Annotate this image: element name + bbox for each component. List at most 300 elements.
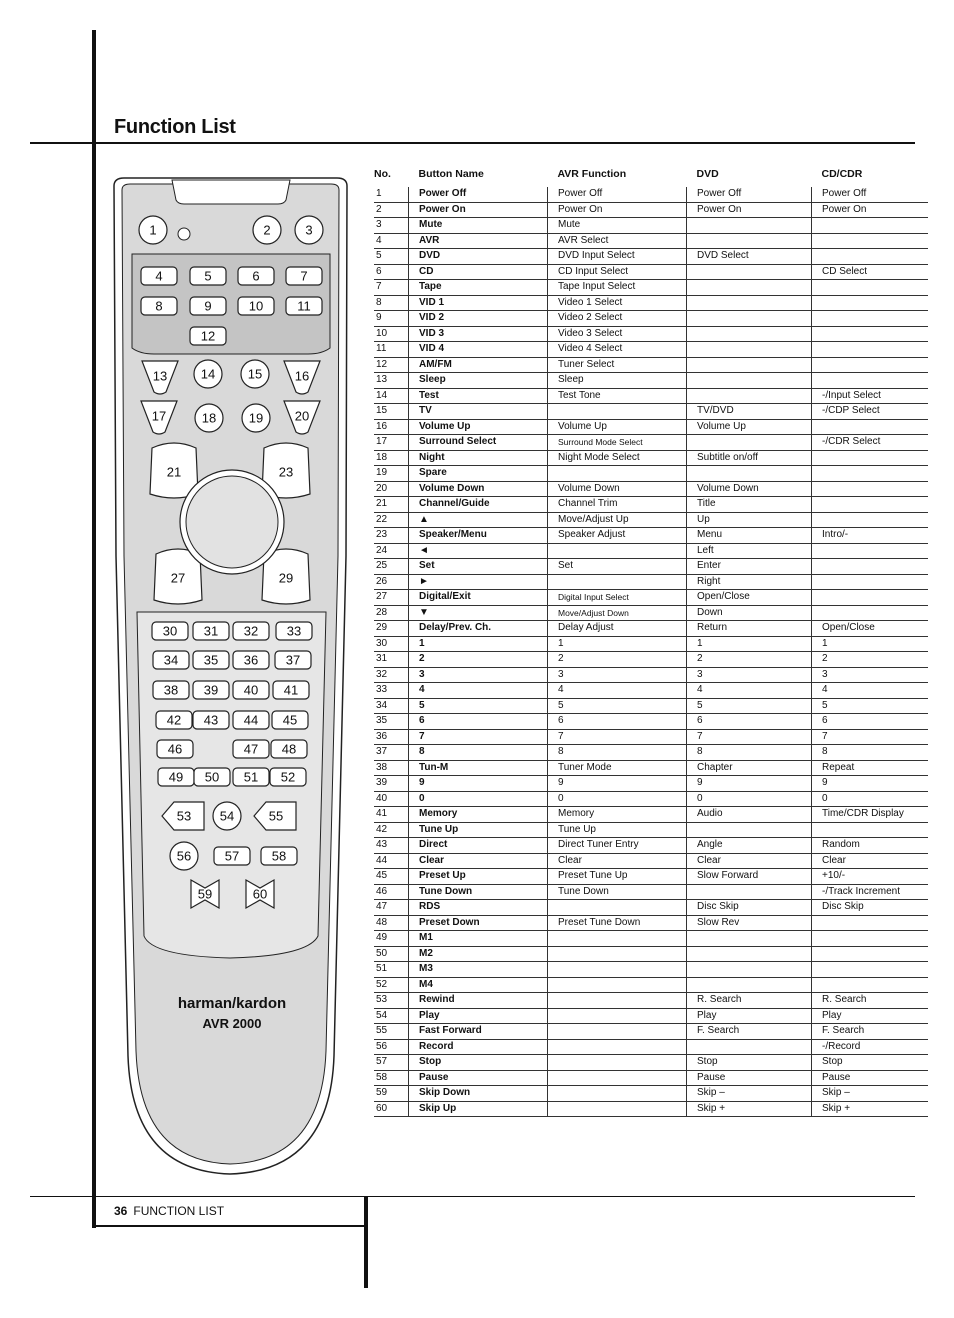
cell-button-name: VID 4	[409, 342, 548, 358]
cell-dvd: Enter	[687, 559, 812, 575]
remote-button-label: 47	[243, 741, 259, 757]
cell-button-name: Preset Down	[409, 915, 548, 931]
cell-cd-cdr: Random	[812, 838, 929, 854]
remote-button-30	[152, 622, 188, 640]
cell-dvd: Play	[687, 1008, 812, 1024]
table-row	[374, 807, 928, 823]
cell-cd-cdr: -/Record	[812, 1039, 929, 1055]
cell-cd-cdr	[812, 342, 929, 358]
cell-button-name: 8	[409, 745, 548, 761]
cell-cd-cdr: Repeat	[812, 760, 929, 776]
remote-button-label: 10	[248, 298, 264, 314]
table-row	[374, 729, 928, 745]
cell-dvd	[687, 435, 812, 451]
cell-no: 40	[374, 791, 409, 807]
cell-cd-cdr	[812, 280, 929, 296]
cell-button-name: Power On	[409, 202, 548, 218]
cell-no: 48	[374, 915, 409, 931]
cell-avr-function: Speaker Adjust	[548, 528, 687, 544]
table-row	[374, 311, 928, 327]
cell-button-name: VID 1	[409, 295, 548, 311]
table-row	[374, 822, 928, 838]
remote-button-7	[286, 267, 322, 285]
cell-no: 9	[374, 311, 409, 327]
cell-no: 56	[374, 1039, 409, 1055]
cell-dvd: Slow Forward	[687, 869, 812, 885]
cell-avr-function: Tuner Select	[548, 357, 687, 373]
remote-button-label: 1	[149, 222, 157, 238]
remote-button-35	[193, 651, 229, 669]
table-row	[374, 698, 928, 714]
remote-button-label: 40	[243, 682, 259, 698]
cell-no: 35	[374, 714, 409, 730]
remote-button-label: 52	[280, 769, 296, 785]
table-row	[374, 1039, 928, 1055]
cell-no: 11	[374, 342, 409, 358]
table-row	[374, 466, 928, 482]
remote-button-12	[190, 327, 226, 345]
cell-avr-function	[548, 574, 687, 590]
cell-button-name: Mute	[409, 218, 548, 234]
remote-button-2	[253, 216, 281, 244]
cell-avr-function: Tune Down	[548, 884, 687, 900]
remote-button-label: 46	[167, 741, 183, 757]
cell-cd-cdr	[812, 357, 929, 373]
table-row	[374, 342, 928, 358]
cell-avr-function: Memory	[548, 807, 687, 823]
model-label: AVR 2000	[202, 1016, 262, 1031]
cell-button-name: Skip Up	[409, 1101, 548, 1117]
cell-avr-function	[548, 466, 687, 482]
table-row	[374, 543, 928, 559]
table-row	[374, 791, 928, 807]
cell-avr-function: Digital Input Select	[548, 590, 687, 606]
table-row	[374, 1055, 928, 1071]
cell-no: 25	[374, 559, 409, 575]
remote-button-label: 11	[297, 298, 311, 314]
cell-dvd: Audio	[687, 807, 812, 823]
title-rule	[30, 142, 915, 144]
cell-no: 54	[374, 1008, 409, 1024]
remote-button-8	[141, 297, 177, 315]
cell-avr-function: Channel Trim	[548, 497, 687, 513]
cell-dvd	[687, 295, 812, 311]
remote-button-label: 19	[248, 410, 264, 426]
remote-button-56	[170, 842, 198, 870]
cell-no: 33	[374, 683, 409, 699]
function-table	[374, 164, 928, 1117]
cell-no: 13	[374, 373, 409, 389]
page-number: 36	[114, 1204, 128, 1218]
remote-button-33	[276, 622, 312, 640]
cell-button-name: Skip Down	[409, 1086, 548, 1102]
cell-cd-cdr	[812, 233, 929, 249]
cell-avr-function	[548, 1101, 687, 1117]
remote-button-41	[273, 681, 309, 699]
remote-button-10	[238, 297, 274, 315]
table-row	[374, 326, 928, 342]
cell-avr-function	[548, 1086, 687, 1102]
cell-no: 27	[374, 590, 409, 606]
cell-cd-cdr: -/Input Select	[812, 388, 929, 404]
cell-button-name: 7	[409, 729, 548, 745]
cell-avr-function	[548, 962, 687, 978]
cell-cd-cdr: Pause	[812, 1070, 929, 1086]
remote-button-label: 4	[155, 268, 163, 284]
cell-dvd: 4	[687, 683, 812, 699]
cell-cd-cdr: 2	[812, 652, 929, 668]
table-row	[374, 962, 928, 978]
cell-button-name: Record	[409, 1039, 548, 1055]
cell-no: 18	[374, 450, 409, 466]
cell-button-name: Spare	[409, 466, 548, 482]
cell-no: 10	[374, 326, 409, 342]
cell-no: 55	[374, 1024, 409, 1040]
cell-avr-function: CD Input Select	[548, 264, 687, 280]
table-row	[374, 683, 928, 699]
remote-control-illustration	[108, 176, 353, 1176]
table-row	[374, 280, 928, 296]
cell-cd-cdr: 9	[812, 776, 929, 792]
remote-button-label: 53	[176, 808, 192, 824]
header-button-name: Button Name	[418, 168, 484, 180]
table-row	[374, 884, 928, 900]
cell-no: 52	[374, 977, 409, 993]
cell-dvd: Left	[687, 543, 812, 559]
cell-no: 15	[374, 404, 409, 420]
cell-avr-function: Direct Tuner Entry	[548, 838, 687, 854]
cell-button-name: RDS	[409, 900, 548, 916]
cell-cd-cdr: Open/Close	[812, 621, 929, 637]
table-row	[374, 1024, 928, 1040]
remote-button-label: 33	[286, 623, 302, 639]
cell-avr-function	[548, 1039, 687, 1055]
cell-dvd	[687, 931, 812, 947]
cell-no: 6	[374, 264, 409, 280]
cell-cd-cdr: Stop	[812, 1055, 929, 1071]
cell-avr-function: 2	[548, 652, 687, 668]
cell-no: 5	[374, 249, 409, 265]
cell-cd-cdr	[812, 590, 929, 606]
cell-no: 31	[374, 652, 409, 668]
cell-button-name: 1	[409, 636, 548, 652]
cell-cd-cdr	[812, 481, 929, 497]
remote-button-31	[193, 622, 229, 640]
cell-cd-cdr: -/CDP Select	[812, 404, 929, 420]
table-row	[374, 652, 928, 668]
cell-dvd	[687, 280, 812, 296]
cell-no: 44	[374, 853, 409, 869]
cell-avr-function: 4	[548, 683, 687, 699]
table-row	[374, 946, 928, 962]
cell-avr-function: Power Off	[548, 187, 687, 202]
cell-dvd	[687, 1039, 812, 1055]
remote-button-label: 31	[203, 623, 219, 639]
remote-button-label: 7	[300, 268, 308, 284]
remote-button-4	[141, 267, 177, 285]
remote-button-label: 42	[166, 712, 182, 728]
remote-button-label: 56	[176, 848, 192, 864]
cell-dvd: 7	[687, 729, 812, 745]
cell-cd-cdr	[812, 962, 929, 978]
page-footer	[114, 1204, 224, 1218]
remote-button-label: 44	[243, 712, 259, 728]
cell-dvd	[687, 466, 812, 482]
cell-dvd: Chapter	[687, 760, 812, 776]
remote-button-label: 20	[294, 408, 310, 424]
cell-avr-function: Tuner Mode	[548, 760, 687, 776]
cell-dvd: Subtitle on/off	[687, 450, 812, 466]
cell-dvd: 3	[687, 667, 812, 683]
cell-cd-cdr	[812, 373, 929, 389]
cell-button-name: Memory	[409, 807, 548, 823]
table-row	[374, 357, 928, 373]
cell-dvd: 9	[687, 776, 812, 792]
table-row	[374, 388, 928, 404]
table-row	[374, 605, 928, 621]
cell-avr-function	[548, 1008, 687, 1024]
cell-dvd	[687, 233, 812, 249]
cell-cd-cdr: F. Search	[812, 1024, 929, 1040]
cell-cd-cdr: 1	[812, 636, 929, 652]
remote-button-34	[153, 651, 189, 669]
cell-no: 45	[374, 869, 409, 885]
table-row	[374, 745, 928, 761]
cell-button-name: Channel/Guide	[409, 497, 548, 513]
cell-button-name: Speaker/Menu	[409, 528, 548, 544]
table-row	[374, 776, 928, 792]
cell-no: 20	[374, 481, 409, 497]
cell-button-name: Preset Up	[409, 869, 548, 885]
cell-dvd: R. Search	[687, 993, 812, 1009]
table-row	[374, 264, 928, 280]
footer-label: FUNCTION LIST	[133, 1204, 225, 1218]
cell-cd-cdr: Skip +	[812, 1101, 929, 1117]
table-row	[374, 1086, 928, 1102]
table-row	[374, 373, 928, 389]
cell-button-name: 2	[409, 652, 548, 668]
cell-dvd: Down	[687, 605, 812, 621]
cell-button-name: 5	[409, 698, 548, 714]
cell-no: 7	[374, 280, 409, 296]
remote-button-54	[213, 802, 241, 830]
table-row	[374, 667, 928, 683]
remote-button-48	[271, 740, 307, 758]
remote-button-18	[195, 404, 223, 432]
cell-no: 32	[374, 667, 409, 683]
cell-no: 53	[374, 993, 409, 1009]
cell-cd-cdr	[812, 822, 929, 838]
cell-button-name: 4	[409, 683, 548, 699]
remote-button-49	[158, 768, 194, 786]
cell-dvd	[687, 962, 812, 978]
cell-cd-cdr: -/Track Increment	[812, 884, 929, 900]
remote-button-9	[190, 297, 226, 315]
cell-dvd: Title	[687, 497, 812, 513]
cell-avr-function: Video 4 Select	[548, 342, 687, 358]
cell-button-name: M3	[409, 962, 548, 978]
cell-button-name: 6	[409, 714, 548, 730]
cell-dvd	[687, 357, 812, 373]
remote-button-label: 18	[201, 410, 217, 426]
cell-cd-cdr: 3	[812, 667, 929, 683]
cell-cd-cdr	[812, 559, 929, 575]
cell-avr-function	[548, 1024, 687, 1040]
cell-avr-function: Video 2 Select	[548, 311, 687, 327]
footer-rule	[30, 1196, 915, 1197]
cell-button-name: Night	[409, 450, 548, 466]
cell-dvd: Right	[687, 574, 812, 590]
remote-button-40	[233, 681, 269, 699]
cell-dvd	[687, 264, 812, 280]
cell-dvd: Power On	[687, 202, 812, 218]
cell-dvd: Return	[687, 621, 812, 637]
cell-cd-cdr: +10/-	[812, 869, 929, 885]
cell-no: 59	[374, 1086, 409, 1102]
cell-dvd: Slow Rev	[687, 915, 812, 931]
remote-button-5	[190, 267, 226, 285]
table-row	[374, 760, 928, 776]
table-row	[374, 636, 928, 652]
cell-cd-cdr: 4	[812, 683, 929, 699]
cell-avr-function: Mute	[548, 218, 687, 234]
remote-button-label: 16	[294, 368, 310, 384]
cell-cd-cdr: Play	[812, 1008, 929, 1024]
remote-button-label: 43	[203, 712, 219, 728]
cell-no: 1	[374, 187, 409, 202]
cell-cd-cdr	[812, 249, 929, 265]
cell-cd-cdr	[812, 218, 929, 234]
remote-button-label: 21	[166, 464, 182, 480]
cell-button-name: Sleep	[409, 373, 548, 389]
cell-no: 46	[374, 884, 409, 900]
cell-dvd: 8	[687, 745, 812, 761]
table-row	[374, 249, 928, 265]
cell-dvd	[687, 822, 812, 838]
remote-button-label: 27	[170, 570, 186, 586]
cell-no: 50	[374, 946, 409, 962]
cell-avr-function: Sleep	[548, 373, 687, 389]
cell-button-name: 9	[409, 776, 548, 792]
remote-button-label: 2	[263, 222, 271, 238]
cell-button-name: M4	[409, 977, 548, 993]
cell-avr-function	[548, 404, 687, 420]
remote-button-label: 14	[200, 366, 216, 382]
cell-dvd: Open/Close	[687, 590, 812, 606]
cell-cd-cdr	[812, 946, 929, 962]
table-row	[374, 574, 928, 590]
cell-dvd: 0	[687, 791, 812, 807]
cell-cd-cdr	[812, 512, 929, 528]
header-dvd: DVD	[696, 168, 719, 180]
cell-button-name: Test	[409, 388, 548, 404]
remote-button-46	[157, 740, 193, 758]
table-row	[374, 435, 928, 451]
table-row	[374, 512, 928, 528]
remote-button-label: 45	[282, 712, 298, 728]
remote-button-label: 55	[268, 808, 284, 824]
cell-button-name: Volume Up	[409, 419, 548, 435]
cell-avr-function: Tune Up	[548, 822, 687, 838]
cell-no: 16	[374, 419, 409, 435]
cell-avr-function: Clear	[548, 853, 687, 869]
cell-avr-function: 7	[548, 729, 687, 745]
cell-cd-cdr: Intro/-	[812, 528, 929, 544]
cell-button-name: ◄	[409, 543, 548, 559]
remote-button-label: 13	[152, 368, 168, 384]
cell-button-name: Set	[409, 559, 548, 575]
table-row	[374, 233, 928, 249]
cell-no: 38	[374, 760, 409, 776]
remote-button-45	[272, 711, 308, 729]
header-no: No.	[374, 168, 391, 180]
remote-button-label: 12	[200, 328, 216, 344]
cell-cd-cdr: 5	[812, 698, 929, 714]
cell-no: 17	[374, 435, 409, 451]
remote-button-19	[242, 404, 270, 432]
cell-dvd: Stop	[687, 1055, 812, 1071]
cell-dvd: Volume Down	[687, 481, 812, 497]
cell-no: 30	[374, 636, 409, 652]
table-row	[374, 1101, 928, 1117]
cell-cd-cdr: Disc Skip	[812, 900, 929, 916]
table-row	[374, 993, 928, 1009]
remote-button-label: 35	[203, 652, 219, 668]
cell-cd-cdr: 8	[812, 745, 929, 761]
cell-avr-function: Power On	[548, 202, 687, 218]
cell-cd-cdr	[812, 311, 929, 327]
cell-button-name: Surround Select	[409, 435, 548, 451]
cell-dvd: Skip +	[687, 1101, 812, 1117]
remote-button-label: 17	[151, 408, 167, 424]
remote-button-label: 39	[203, 682, 219, 698]
remote-button-label: 57	[224, 848, 240, 864]
cell-cd-cdr	[812, 450, 929, 466]
cell-button-name: M2	[409, 946, 548, 962]
cell-cd-cdr	[812, 295, 929, 311]
cell-no: 47	[374, 900, 409, 916]
remote-button-label: 41	[283, 682, 299, 698]
cell-no: 29	[374, 621, 409, 637]
cell-button-name: 3	[409, 667, 548, 683]
remote-button-label: 51	[243, 769, 259, 785]
cell-dvd: 1	[687, 636, 812, 652]
cell-avr-function	[548, 543, 687, 559]
cell-avr-function: Set	[548, 559, 687, 575]
cell-dvd	[687, 373, 812, 389]
cell-no: 3	[374, 218, 409, 234]
cell-avr-function	[548, 977, 687, 993]
cell-button-name: Stop	[409, 1055, 548, 1071]
cell-no: 8	[374, 295, 409, 311]
remote-button-label: 6	[252, 268, 260, 284]
cell-dvd	[687, 946, 812, 962]
cell-avr-function: 8	[548, 745, 687, 761]
cell-no: 37	[374, 745, 409, 761]
cell-avr-function: Preset Tune Down	[548, 915, 687, 931]
cell-avr-function: Tape Input Select	[548, 280, 687, 296]
table-row	[374, 853, 928, 869]
cell-dvd: Skip –	[687, 1086, 812, 1102]
cell-button-name: 0	[409, 791, 548, 807]
remote-button-label: 36	[243, 652, 259, 668]
cell-button-name: M1	[409, 931, 548, 947]
cell-dvd	[687, 218, 812, 234]
cell-button-name: Direct	[409, 838, 548, 854]
remote-button-43	[193, 711, 229, 729]
cell-avr-function: 6	[548, 714, 687, 730]
remote-button-label: 37	[285, 652, 301, 668]
